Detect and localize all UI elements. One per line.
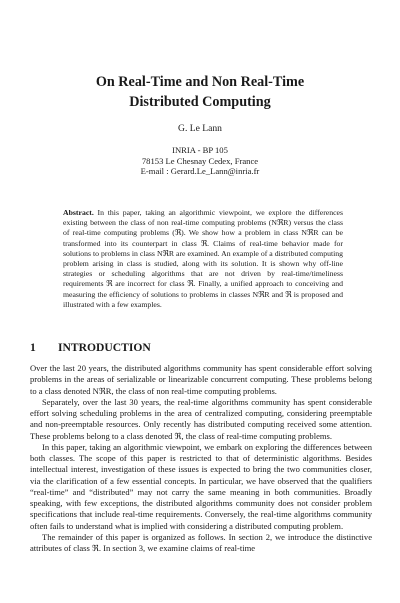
abstract-label: Abstract.: [63, 208, 94, 217]
section-number: 1: [30, 341, 36, 354]
body-paragraph: Separately, over the last 30 years, the real-time algorithms community has spent considerable effort solving scheduling problems in the area of centralized computing, considering preemptable and non-preemptable resources. Only recently has distributed computing received some attention. These problems belong to a class denoted ℜ, the class of real-time computing problems.: [30, 396, 372, 441]
affiliation-line: INRIA - BP 105: [172, 145, 228, 155]
title-line-1: On Real-Time and Non Real-Time: [95, 74, 305, 90]
abstract: [63, 208, 343, 310]
body-paragraph: Over the last 20 years, the distributed algorithms community has spent considerable effort solving problems in the areas of serializable or linearizable concurrent computing. These problems belong to a class denoted NℜR, the class of non real-time computing problems.: [30, 363, 372, 396]
body-text: [30, 363, 372, 554]
body-paragraph: The remainder of this paper is organized as follows. In section 2, we introduce the distinctive attributes of class ℜ. In section 3, we examine claims of real-time: [30, 531, 372, 553]
body-paragraph: In this paper, taking an algorithmic viewpoint, we embark on exploring the differences between both classes. The scope of this paper is restricted to that of deterministic algorithms. Besides intellectual interest, investigation of these issues is expected to bring the two communities closer, via the clarification of a few essential concepts. In particular, we have observed that the qualifiers “real-time” and “distributed” may not carry the same meaning in both communities. Broadly speaking, with few exceptions, the distributed algorithms community does not consider problem specifications that include real-time requirements. Conversely, the real-time algorithms community often fails to understand what is implied with considering a distributed computing problem.: [30, 441, 372, 531]
affiliation-line: 78153 Le Chesnay Cedex, France: [141, 155, 259, 166]
author-affiliation: [0, 145, 400, 177]
section-title: INTRODUCTION: [58, 341, 151, 354]
abstract-text: In this paper, taking an algorithmic viewpoint, we explore the differences existing between the class of non real-time computing problems (NℜR) versus the class of real-time computing problems (ℜ). We show how a problem in class NℜR can be transformed into its counterpart in class ℜ. Claims of real-time behavior made for solutions to problems in class NℜR are examined. An example of a distributed computing problem arising in class is studied, along with its solution. It is shown why off-line strategies or scheduling algorithms that are not driven by real-time/timeliness requirements ℜ are incorrect for class ℜ. Finally, a unified approach to conceiving and measuring the efficiency of solutions to problems in classes NℜR and ℜ is proposed and illustrated with a few examples.: [63, 208, 343, 309]
author-name: G. Le Lann: [178, 123, 222, 134]
section-heading: [30, 341, 370, 354]
paper-title: [40, 72, 360, 112]
affiliation-email: E-mail : Gerard.Le_Lann@inria.fr: [140, 166, 260, 177]
title-line-2: Distributed Computing: [129, 94, 271, 110]
